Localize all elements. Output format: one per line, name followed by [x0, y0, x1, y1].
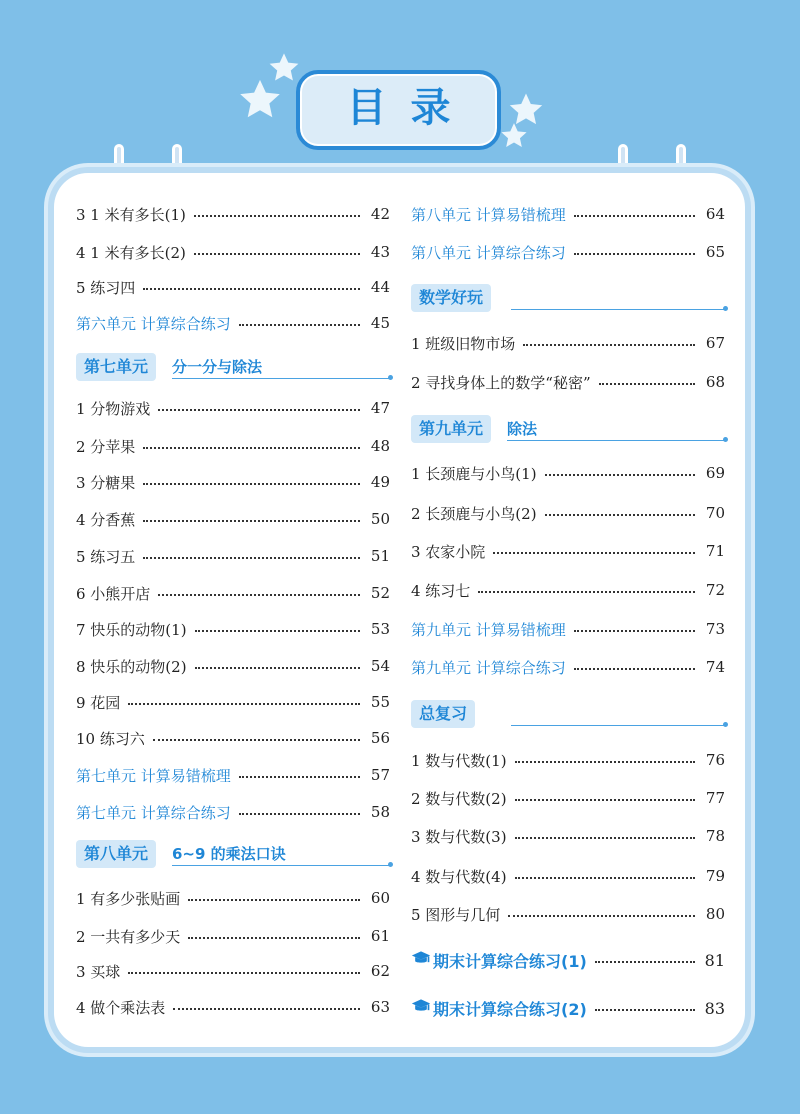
toc-entry-label: 3 买球 [76, 962, 121, 981]
toc-entry-label: 4 1 米有多长(2) [76, 243, 186, 262]
page-number: 65 [705, 243, 725, 261]
dot-leader [188, 899, 360, 901]
toc-entry[interactable] [76, 958, 390, 984]
section-header [411, 700, 725, 728]
toc-entry-label: 第八单元 计算综合练习 [411, 243, 566, 262]
dot-leader [195, 630, 360, 632]
dot-leader [515, 837, 695, 839]
toc-entry[interactable] [76, 274, 390, 300]
dot-leader [143, 520, 360, 522]
page-number: 61 [370, 927, 390, 945]
dot-leader [595, 961, 695, 963]
toc-unit-entry[interactable] [411, 616, 725, 642]
toc-entry-label: 期末计算综合练习(1) [433, 951, 587, 971]
toc-entry[interactable] [411, 823, 725, 849]
section-underline [507, 440, 725, 441]
dot-leader [153, 739, 360, 741]
page-number: 78 [705, 827, 725, 845]
toc-entry[interactable] [411, 330, 725, 356]
toc-entry-label: 期末计算综合练习(2) [433, 999, 587, 1019]
dot-leader [143, 483, 360, 485]
section-underline [511, 725, 725, 726]
dot-leader [595, 1009, 695, 1011]
page-number: 83 [704, 998, 725, 1018]
page-number: 50 [370, 510, 390, 528]
section-title: 分一分与除法 [172, 358, 263, 376]
dot-leader [515, 877, 695, 879]
toc-entry[interactable] [76, 616, 390, 642]
section-tag: 第八单元 [76, 840, 156, 868]
section-underline [511, 309, 725, 310]
dot-leader [143, 557, 360, 559]
toc-entry[interactable] [76, 395, 390, 421]
dot-leader [128, 703, 360, 705]
section-title: 6~9 的乘法口诀 [172, 845, 286, 863]
dot-leader [574, 630, 695, 632]
page-number: 76 [705, 751, 725, 769]
section-header [411, 415, 725, 443]
toc-entry-label: 1 有多少张贴画 [76, 889, 181, 908]
dot-leader [493, 552, 695, 554]
toc-entry-label: 2 一共有多少天 [76, 927, 181, 946]
toc-entry-label: 4 做个乘法表 [76, 998, 166, 1017]
page-number: 49 [370, 473, 390, 491]
dot-leader [188, 937, 360, 939]
page-number: 43 [370, 243, 390, 261]
page-number: 81 [704, 950, 725, 970]
section-tag: 数学好玩 [411, 284, 491, 312]
section-underline [172, 865, 390, 866]
page-number: 74 [705, 658, 725, 676]
page-number: 71 [705, 542, 725, 560]
dot-leader [239, 776, 360, 778]
toc-entry[interactable] [76, 725, 390, 751]
page-number: 68 [705, 373, 725, 391]
dot-leader [515, 761, 695, 763]
toc-entry[interactable] [76, 885, 390, 911]
star-icon [238, 78, 282, 122]
toc-entry-label: 1 数与代数(1) [411, 751, 507, 770]
page-number: 63 [370, 998, 390, 1016]
toc-entry-label: 2 寻找身体上的数学“秘密” [411, 373, 591, 392]
toc-entry[interactable] [411, 369, 725, 395]
page-number: 79 [705, 867, 725, 885]
toc-entry-label: 5 练习四 [76, 278, 136, 297]
page-number: 64 [705, 205, 725, 223]
dot-leader [158, 594, 360, 596]
dot-leader [574, 253, 695, 255]
toc-exam-entry[interactable] [411, 995, 725, 1021]
dot-leader [239, 324, 360, 326]
page-number: 60 [370, 889, 390, 907]
dot-leader [574, 215, 695, 217]
toc-entry[interactable] [76, 580, 390, 606]
dot-leader [508, 915, 695, 917]
section-underline [172, 378, 390, 379]
toc-entry-label: 1 分物游戏 [76, 399, 151, 418]
graduation-cap-icon [411, 948, 431, 972]
toc-entry-label: 第九单元 计算综合练习 [411, 658, 566, 677]
page-number: 69 [705, 464, 725, 482]
toc-entry[interactable] [411, 460, 725, 486]
dot-leader [143, 447, 360, 449]
toc-entry-label: 3 1 米有多长(1) [76, 205, 186, 224]
toc-entry[interactable] [76, 923, 390, 949]
toc-entry[interactable] [411, 577, 725, 603]
star-icon [268, 52, 300, 84]
toc-unit-entry[interactable] [76, 310, 390, 336]
toc-entry-label: 5 练习五 [76, 547, 136, 566]
page-number: 47 [370, 399, 390, 417]
page-number: 72 [705, 581, 725, 599]
page-number: 62 [370, 962, 390, 980]
toc-entry[interactable] [76, 239, 390, 265]
toc-entry-label: 4 分香蕉 [76, 510, 136, 529]
toc-entry-label: 1 班级旧物市场 [411, 334, 516, 353]
toc-entry-label: 第六单元 计算综合练习 [76, 314, 231, 333]
toc-entry-label: 4 练习七 [411, 581, 471, 600]
section-header [411, 284, 725, 312]
page-number: 58 [370, 803, 390, 821]
page-number: 54 [370, 657, 390, 675]
toc-entry-label: 9 花园 [76, 693, 121, 712]
dot-leader [515, 799, 695, 801]
dot-leader [545, 474, 695, 476]
toc-entry-label: 2 分苹果 [76, 437, 136, 456]
toc-entry[interactable] [76, 994, 390, 1020]
dot-leader [195, 667, 360, 669]
dot-leader [574, 668, 695, 670]
toc-unit-entry[interactable] [411, 654, 725, 680]
toc-entry-label: 3 农家小院 [411, 542, 486, 561]
toc-entry[interactable] [76, 543, 390, 569]
page-number: 80 [705, 905, 725, 923]
toc-entry[interactable] [411, 538, 725, 564]
page-number: 48 [370, 437, 390, 455]
dot-leader [128, 972, 360, 974]
toc-entry[interactable] [411, 747, 725, 773]
toc-entry-label: 4 数与代数(4) [411, 867, 507, 886]
page-number: 77 [705, 789, 725, 807]
page-number: 55 [370, 693, 390, 711]
dot-leader [599, 383, 695, 385]
toc-entry[interactable] [76, 433, 390, 459]
toc-entry[interactable] [411, 863, 725, 889]
page-number: 70 [705, 504, 725, 522]
page-number: 53 [370, 620, 390, 638]
toc-unit-entry[interactable] [411, 201, 725, 227]
toc-entry-label: 8 快乐的动物(2) [76, 657, 187, 676]
section-tag: 第九单元 [411, 415, 491, 443]
section-tag: 第七单元 [76, 353, 156, 381]
section-tag: 总复习 [411, 700, 475, 728]
toc-entry-label: 第七单元 计算综合练习 [76, 803, 231, 822]
dot-leader [239, 813, 360, 815]
toc-unit-entry[interactable] [76, 799, 390, 825]
toc-entry-label: 7 快乐的动物(1) [76, 620, 187, 639]
page-number: 45 [370, 314, 390, 332]
toc-entry-label: 1 长颈鹿与小鸟(1) [411, 464, 537, 483]
dot-leader [194, 215, 360, 217]
toc-entry[interactable] [76, 689, 390, 715]
toc-entry[interactable] [411, 901, 725, 927]
toc-exam-entry[interactable] [411, 947, 725, 973]
dot-leader [523, 344, 695, 346]
toc-entry-label: 3 分糖果 [76, 473, 136, 492]
toc-entry-label: 第九单元 计算易错梳理 [411, 620, 566, 639]
toc-entry-label: 2 数与代数(2) [411, 789, 507, 808]
dot-leader [143, 288, 360, 290]
toc-entry-label: 第七单元 计算易错梳理 [76, 766, 231, 785]
page-number: 56 [370, 729, 390, 747]
page-number: 57 [370, 766, 390, 784]
page-number: 73 [705, 620, 725, 638]
dot-leader [478, 591, 695, 593]
page-number: 51 [370, 547, 390, 565]
toc-entry-label: 5 图形与几何 [411, 905, 501, 924]
section-title: 除法 [507, 420, 538, 438]
toc-unit-entry[interactable] [411, 239, 725, 265]
toc-entry[interactable] [411, 785, 725, 811]
toc-entry-label: 2 长颈鹿与小鸟(2) [411, 504, 537, 523]
toc-entry[interactable] [76, 506, 390, 532]
section-header [76, 353, 390, 381]
dot-leader [194, 253, 360, 255]
toc-entry[interactable] [411, 500, 725, 526]
toc-entry[interactable] [76, 201, 390, 227]
toc-unit-entry[interactable] [76, 762, 390, 788]
page-number: 67 [705, 334, 725, 352]
star-icon [500, 122, 528, 150]
toc-entry[interactable] [76, 653, 390, 679]
dot-leader [173, 1008, 360, 1010]
toc-entry-label: 第八单元 计算易错梳理 [411, 205, 566, 224]
dot-leader [545, 514, 695, 516]
page-number: 52 [370, 584, 390, 602]
toc-entry-label: 10 练习六 [76, 729, 145, 748]
page-number: 44 [370, 278, 390, 296]
toc-entry-label: 6 小熊开店 [76, 584, 151, 603]
page-number: 42 [370, 205, 390, 223]
section-header [76, 840, 390, 868]
dot-leader [158, 409, 360, 411]
toc-entry[interactable] [76, 469, 390, 495]
page-title: 目录 [296, 70, 501, 150]
graduation-cap-icon [411, 996, 431, 1020]
toc-card [54, 173, 745, 1047]
toc-entry-label: 3 数与代数(3) [411, 827, 507, 846]
